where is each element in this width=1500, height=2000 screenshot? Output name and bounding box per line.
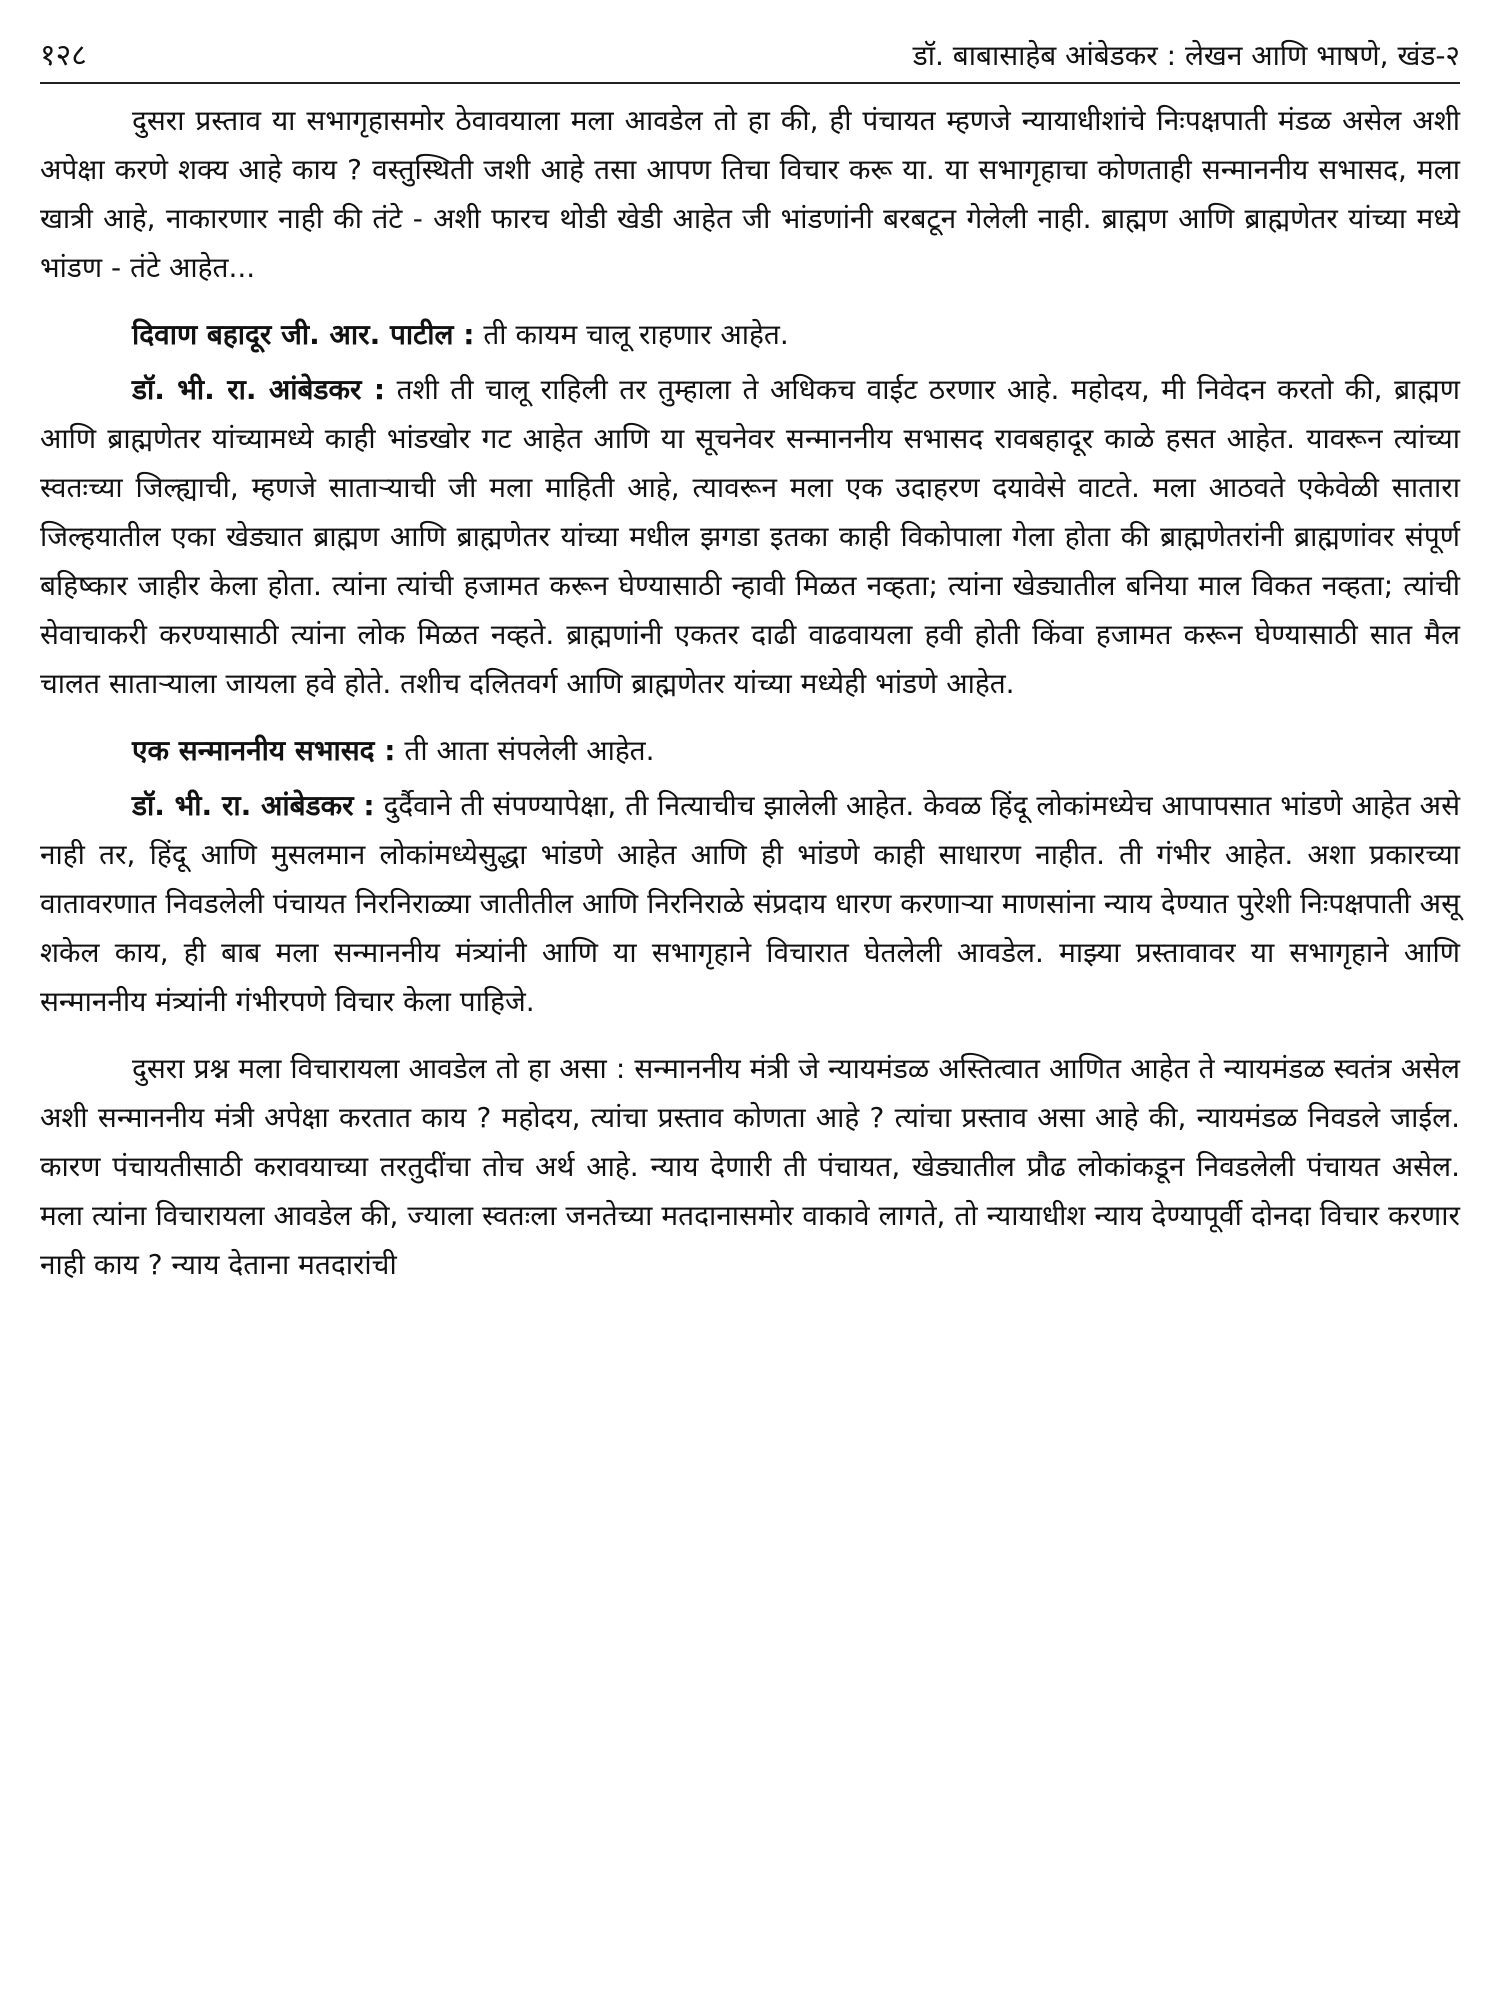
speaker-name: डॉ. भी. रा. आंबेडकर :	[132, 789, 375, 822]
speaker-name: डॉ. भी. रा. आंबेडकर :	[132, 373, 386, 406]
speaker-name: दिवाण बहादूर जी. आर. पाटील :	[132, 318, 475, 351]
paragraph-2	[40, 310, 1460, 359]
page-body	[40, 96, 1460, 1295]
speaker-name: एक सन्माननीय सभासद :	[132, 734, 396, 767]
speech-text: ती कायम चालू राहणार आहेत.	[483, 318, 789, 351]
paragraph-6: दुसरा प्रश्न मला विचारायला आवडेल तो हा असा : सन्माननीय मंत्री जे न्यायमंडळ अस्तित्वात आणित आहेत ते न्यायमंडळ स्वतंत्र असेल अशी सन्माननीय मंत्री अपेक्षा करतात काय ? महोदय, त्यांचा प्रस्ताव कोणता आहे ? त्यांचा प्रस्ताव असा आहे की, न्यायमंडळ निवडले जाईल. कारण पंचायतीसाठी करावयाच्या तरतुदींचा तोच अर्थ आहे. न्याय देणारी ती पंचायत, खेड्यातील प्रौढ लोकांकडून निवडलेली पंचायत असेल. मला त्यांना विचारायला आवडेल की, ज्याला स्वतःला जनतेच्या मतदानासमोर वाकावे लागते, तो न्यायाधीश न्याय देण्यापूर्वी दोनदा विचार करणार नाही काय ? न्याय देताना मतदारांची	[40, 1052, 1460, 1281]
running-head: डॉ. बाबासाहेब आंबेडकर : लेखन आणि भाषणे, खंड-२	[912, 39, 1460, 72]
paragraph-1: दुसरा प्रस्ताव या सभागृहासमोर ठेवावयाला मला आवडेल तो हा की, ही पंचायत म्हणजे न्यायाधीशांचे निःपक्षपाती मंडळ असेल अशी अपेक्षा करणे शक्य आहे काय ? वस्तुस्थिती जशी आहे तसा आपण तिचा विचार करू या. या सभागृहाचा कोणताही सन्माननीय सभासद, मला खात्री आहे, नाकारणार नाही की तंटे - अशी फारच थोडी खेडी आहेत जी भांडणांनी बरबटून गेलेली नाही. ब्राह्मण आणि ब्राह्मणेतर यांच्या मध्ये भांडण - तंटे आहेत...	[40, 104, 1460, 284]
speech-text: ती आता संपलेली आहेत.	[404, 734, 655, 767]
header-rule	[40, 82, 1460, 84]
paragraph-5	[40, 781, 1460, 1026]
page-header	[40, 32, 1460, 84]
speech-text: तशी ती चालू राहिली तर तुम्हाला ते अधिकच वाईट ठरणार आहे. महोदय, मी निवेदन करतो की, ब्राह्मण आणि ब्राह्मणेतर यांच्यामध्ये काही भांडखोर गट आहेत आणि या सूचनेवर सन्माननीय सभासद रावबहादूर काळे हसत आहेत. यावरून त्यांच्या स्वतःच्या जिल्ह्याची, म्हणजे साताऱ्याची जी मला माहिती आहे, त्यावरून मला एक उदाहरण दयावेसे वाटते. मला आठवते एकेवेळी सातारा जिल्हयातील एका खेड्यात ब्राह्मण आणि ब्राह्मणेतर यांच्या मधील झगडा इतका काही विकोपाला गेला होता की ब्राह्मणेतरांनी ब्राह्मणांवर संपूर्ण बहिष्कार जाहीर केला होता. त्यांना त्यांची हजामत करून घेण्यासाठी न्हावी मिळत नव्हता; त्यांना खेड्यातील बनिया माल विकत नव्हता; त्यांची सेवाचाकरी करण्यासाठी त्यांना लोक मिळत नव्हते. ब्राह्मणांनी एकतर दाढी वाढवायला हवी होती किंवा हजामत करून घेण्यासाठी सात मैल चालत साताऱ्याला जायला हवे होते. तशीच दलितवर्ग आणि ब्राह्मणेतर यांच्या मध्येही भांडणे आहेत.	[40, 373, 1460, 700]
paragraph-3	[40, 365, 1460, 708]
speech-text: दुर्दैवाने ती संपण्यापेक्षा, ती नित्याचीच झालेली आहेत. केवळ हिंदू लोकांमध्येच आपापसात भांडणे आहेत असे नाही तर, हिंदू आणि मुसलमान लोकांमध्येसुद्धा भांडणे आहेत आणि ही भांडणे काही साधारण नाहीत. ती गंभीर आहेत. अशा प्रकारच्या वातावरणात निवडलेली पंचायत निरनिराळ्या जातीतील आणि निरनिराळे संप्रदाय धारण करणाऱ्या माणसांना न्याय देण्यात पुरेशी निःपक्षपाती असू शकेल काय, ही बाब मला सन्माननीय मंत्र्यांनी आणि या सभागृहाने विचारात घेतलेली आवडेल. माझ्या प्रस्तावावर या सभागृहाने आणि सन्माननीय मंत्र्यांनी गंभीरपणे विचार केला पाहिजे.	[40, 789, 1460, 1018]
page-number: १२८	[40, 38, 87, 73]
paragraph-4	[40, 726, 1460, 775]
